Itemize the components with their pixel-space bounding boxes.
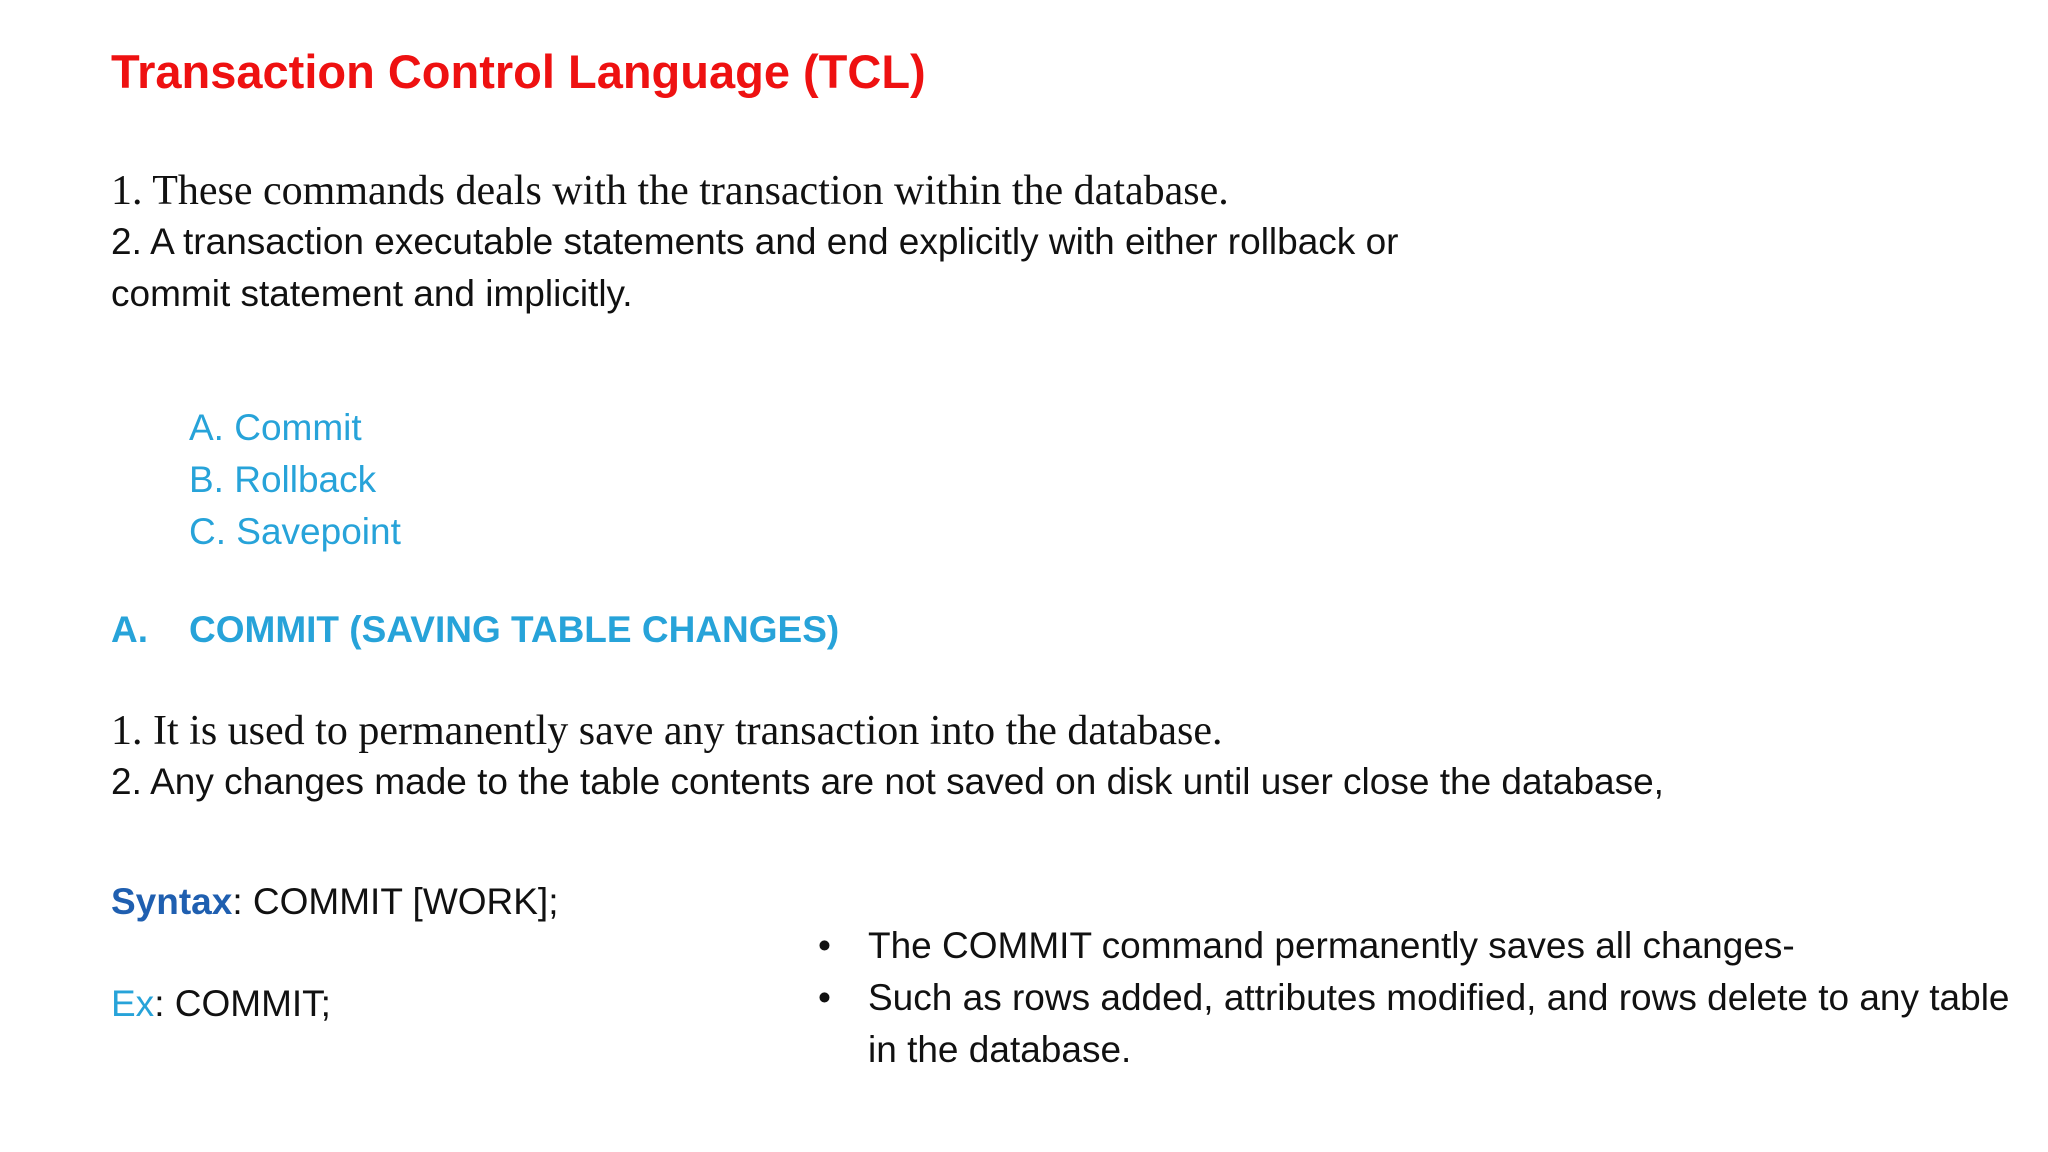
example-line: [111, 982, 331, 1026]
command-savepoint: C. Savepoint: [189, 511, 401, 552]
command-commit: A. Commit: [189, 407, 362, 448]
syntax-text: : COMMIT [WORK];: [232, 881, 559, 922]
commit-point-1: 1. It is used to permanently save any transaction into the database.: [111, 708, 1223, 754]
section-marker: A.: [111, 609, 148, 650]
intro-line-2-continued: commit statement and implicitly.: [111, 273, 633, 314]
commit-bullet-list: [818, 920, 2018, 1076]
command-rollback: B. Rollback: [189, 459, 377, 500]
example-label: Ex: [111, 983, 155, 1024]
syntax-label: Syntax: [111, 881, 233, 922]
bullet-text-1: The COMMIT command permanently saves all changes-: [868, 925, 1795, 966]
commit-point-2: 2. Any changes made to the table contents are not saved on disk until user close the database,: [111, 761, 1664, 802]
bullet-item-1: [818, 920, 2018, 972]
bullet-dot-icon: •: [818, 925, 831, 966]
intro-line-2: 2. A transaction executable statements and end explicitly with either rollback or: [111, 221, 1399, 262]
section-heading-text: COMMIT (SAVING TABLE CHANGES): [189, 609, 840, 650]
bullet-item-2: [818, 972, 2018, 1076]
intro-line-1: 1. These commands deals with the transaction within the database.: [111, 168, 1229, 214]
syntax-line: [111, 880, 558, 924]
bullet-text-2: Such as rows added, attributes modified, and rows delete to any table in the database.: [868, 977, 2010, 1070]
commit-section-heading: [111, 608, 839, 652]
bullet-dot-icon: •: [818, 977, 831, 1018]
example-text: : COMMIT;: [154, 983, 331, 1024]
slide-title: Transaction Control Language (TCL): [111, 45, 926, 98]
